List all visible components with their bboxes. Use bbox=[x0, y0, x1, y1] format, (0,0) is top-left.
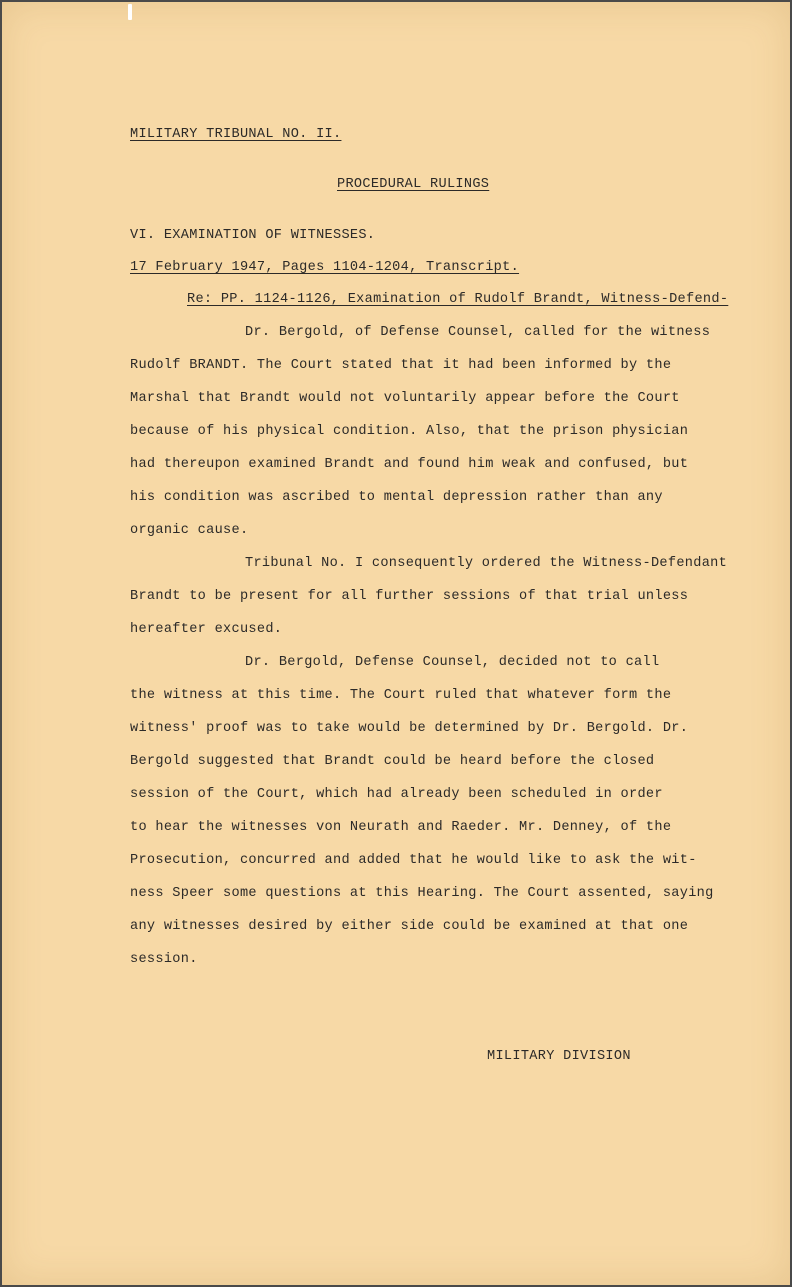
paragraph-2-line: hereafter excused. bbox=[130, 622, 283, 637]
paragraph-3-line: to hear the witnesses von Neurath and Raeder. Mr. Denney, of the bbox=[130, 820, 672, 835]
paragraph-3-line: ness Speer some questions at this Hearing. The Court assented, saying bbox=[130, 886, 714, 901]
document-page bbox=[2, 2, 790, 1285]
section-heading: VI. EXAMINATION OF WITNESSES. bbox=[130, 228, 376, 243]
paragraph-3-line: Dr. Bergold, Defense Counsel, decided not to call bbox=[245, 655, 660, 670]
paragraph-3-line: Prosecution, concurred and added that he would like to ask the wit- bbox=[130, 853, 697, 868]
division-signature: MILITARY DIVISION bbox=[487, 1049, 631, 1064]
page-title: PROCEDURAL RULINGS bbox=[337, 177, 490, 192]
re-line: Re: PP. 1124-1126, Examination of Rudolf Brandt, Witness-Defend- bbox=[187, 292, 729, 307]
paragraph-3-line: session. bbox=[130, 952, 198, 967]
paragraph-3-line: session of the Court, which had already been scheduled in order bbox=[130, 787, 663, 802]
paragraph-1-line: had thereupon examined Brandt and found him weak and confused, but bbox=[130, 457, 689, 472]
paragraph-1-line: organic cause. bbox=[130, 523, 249, 538]
paragraph-3-line: Bergold suggested that Brandt could be heard before the closed bbox=[130, 754, 655, 769]
paragraph-1-line: Dr. Bergold, of Defense Counsel, called for the witness bbox=[245, 325, 711, 340]
paragraph-3-line: witness' proof was to take would be determined by Dr. Bergold. Dr. bbox=[130, 721, 689, 736]
paragraph-3-line: any witnesses desired by either side could be examined at that one bbox=[130, 919, 689, 934]
paragraph-2-line: Tribunal No. I consequently ordered the Witness-Defendant bbox=[245, 556, 728, 571]
tribunal-heading: MILITARY TRIBUNAL NO. II. bbox=[130, 127, 342, 142]
paragraph-1-line: his condition was ascribed to mental depression rather than any bbox=[130, 490, 663, 505]
scan-artifact bbox=[128, 4, 132, 20]
paragraph-1-line: Marshal that Brandt would not voluntarily appear before the Court bbox=[130, 391, 680, 406]
paragraph-1-line: Rudolf BRANDT. The Court stated that it had been informed by the bbox=[130, 358, 672, 373]
paragraph-1-line: because of his physical condition. Also, that the prison physician bbox=[130, 424, 689, 439]
paragraph-3-line: the witness at this time. The Court ruled that whatever form the bbox=[130, 688, 672, 703]
paragraph-2-line: Brandt to be present for all further sessions of that trial unless bbox=[130, 589, 689, 604]
date-reference: 17 February 1947, Pages 1104-1204, Transcript. bbox=[130, 260, 520, 275]
